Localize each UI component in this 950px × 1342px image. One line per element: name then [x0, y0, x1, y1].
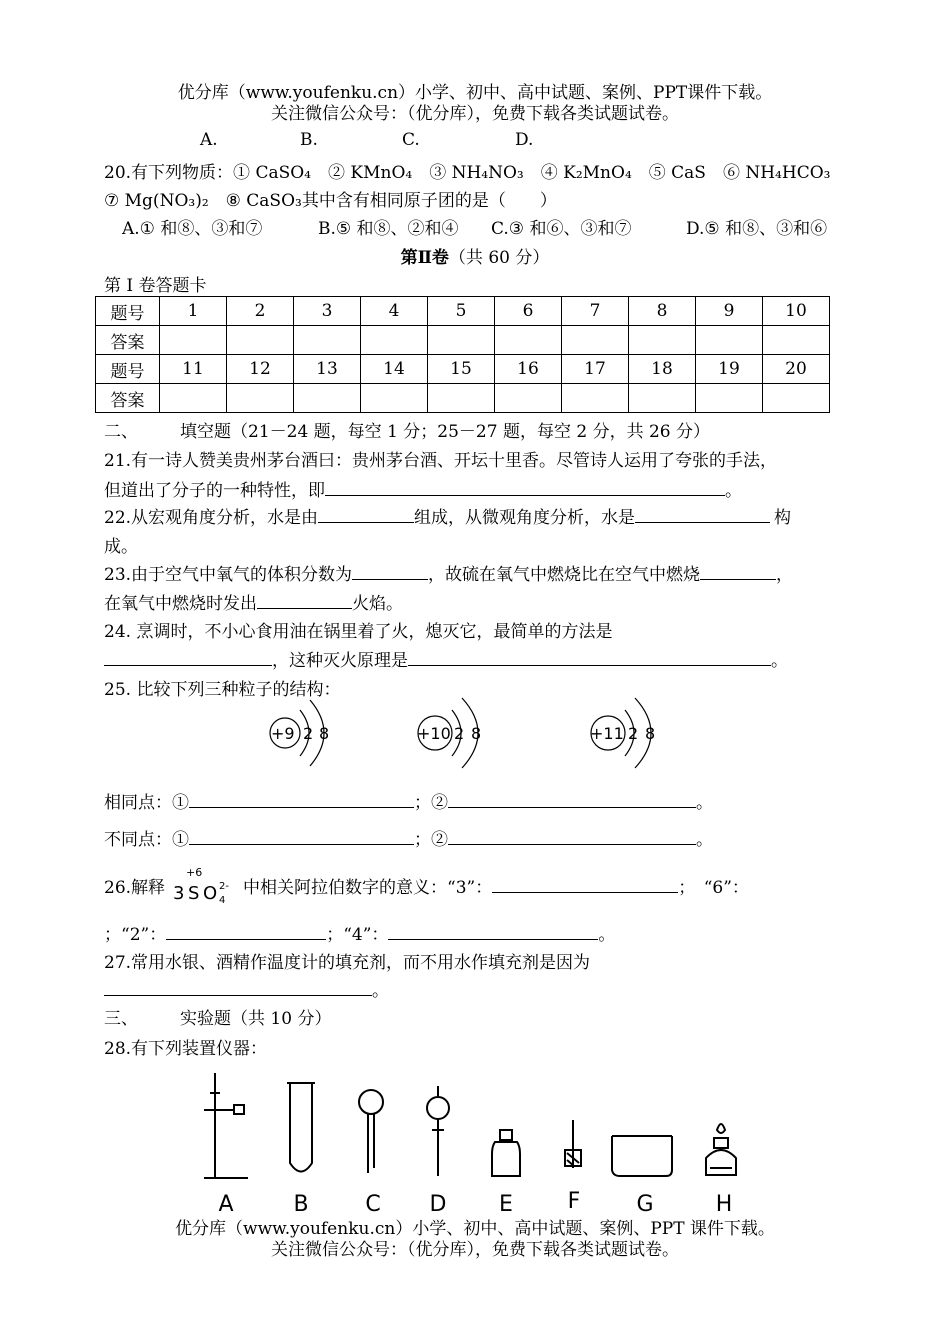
question-number: 4 — [361, 297, 428, 326]
lab-apparatus-figure — [190, 1068, 770, 1218]
apparatus-label-d: D — [429, 1192, 447, 1217]
apparatus-label-h: H — [715, 1192, 733, 1217]
q26-two-label: ；“2”： — [104, 925, 167, 945]
answer-cell[interactable] — [495, 326, 562, 355]
q22-line-1 — [104, 503, 791, 528]
q21-line-2-text: 但道出了分子的一种特性，即 — [104, 481, 325, 501]
answer-cell[interactable] — [294, 326, 361, 355]
section2-number: 二、 — [104, 422, 138, 442]
formula-sulfur: S — [188, 883, 200, 904]
q26-blank-4[interactable] — [388, 921, 598, 940]
row-label: 答案 — [96, 326, 160, 355]
q25-same-label: 相同点：① — [104, 793, 189, 813]
atom-2-shell-2: 8 — [471, 724, 482, 743]
question-number: 18 — [629, 355, 696, 384]
answer-cell[interactable] — [361, 384, 428, 413]
q23-line-1 — [104, 560, 793, 585]
atom-1-shell-1: 2 — [303, 724, 314, 743]
q20-option-c: C.③ 和⑥、③和⑦ — [491, 219, 632, 239]
q22-text-b: 组成，从微观角度分析，水是 — [414, 508, 636, 528]
q27-end: 。 — [372, 981, 389, 1001]
q25-diff-end: 。 — [696, 830, 713, 850]
water-trough-icon — [612, 1136, 672, 1176]
q28-title: 28.有下列装置仪器： — [104, 1039, 268, 1059]
q23-line-2 — [104, 589, 403, 614]
apparatus-label-c: C — [365, 1192, 381, 1217]
table-row — [96, 384, 830, 413]
question-number: 6 — [495, 297, 562, 326]
part2-title-text: 第Ⅱ卷 — [400, 248, 449, 268]
answer-cell[interactable] — [160, 326, 227, 355]
answer-card-table — [95, 296, 830, 413]
atom-3-shell-2: 8 — [645, 724, 656, 743]
q21-blank[interactable] — [325, 477, 725, 496]
answer-cell[interactable] — [361, 326, 428, 355]
q21-end: 。 — [725, 481, 742, 501]
q26-blank-3[interactable] — [492, 874, 678, 893]
test-tube-icon — [287, 1083, 315, 1172]
q23-text-e: 火焰。 — [352, 594, 403, 614]
atom-3-shell-1: 2 — [628, 724, 639, 743]
row-label: 答案 — [96, 384, 160, 413]
question-number: 2 — [227, 297, 294, 326]
atom-2-nucleus: +10 — [417, 724, 451, 743]
section3-title: 实验题（共 10 分） — [180, 1009, 332, 1029]
atom-2-shell-1: 2 — [454, 724, 465, 743]
q26-prefix: 26.解释 — [104, 878, 166, 898]
question-number: 9 — [696, 297, 763, 326]
part2-score: （共 60 分） — [448, 248, 550, 268]
answer-cell[interactable] — [562, 326, 629, 355]
table-row — [96, 355, 830, 384]
q20-option-d: D.⑤ 和⑧、③和⑥ — [686, 219, 828, 239]
answer-cell[interactable] — [696, 326, 763, 355]
q25-diff-label: 不同点：① — [104, 830, 189, 850]
iron-stand-icon — [204, 1073, 248, 1178]
q22-text-a: 22.从宏观角度分析，水是由 — [104, 508, 319, 528]
q25-same-blank-1[interactable] — [189, 789, 414, 808]
q24-end: 。 — [771, 651, 788, 671]
atom-diagram-3 — [590, 698, 655, 768]
q25-title: 25. 比较下列三种粒子的结构： — [104, 680, 341, 700]
answer-cell[interactable] — [160, 384, 227, 413]
q25-same-blank-2[interactable] — [448, 789, 696, 808]
q27-blank[interactable] — [104, 977, 372, 996]
section2-title: 填空题（21－24 题，每空 1 分；25－27 题，每空 2 分，共 26 分） — [180, 422, 711, 442]
q25-diff-sep: ；② — [414, 830, 448, 850]
footer-line-2: 关注微信公众号：（优分库），免费下载各类试题试卷。 — [271, 1240, 679, 1260]
q19-option-d: D. — [515, 130, 534, 150]
answer-cell[interactable] — [294, 384, 361, 413]
formula-valence: +6 — [186, 866, 203, 879]
answer-cell[interactable] — [227, 326, 294, 355]
question-number: 10 — [763, 297, 830, 326]
header-line-2: 关注微信公众号：（优分库），免费下载各类试题试卷。 — [271, 104, 679, 124]
question-number: 12 — [227, 355, 294, 384]
answer-cell[interactable] — [763, 384, 830, 413]
sulfate-ion-formula — [170, 862, 244, 906]
q23-blank-1[interactable] — [352, 561, 428, 580]
q20-option-a: A.① 和⑧、③和⑦ — [122, 219, 263, 239]
q23-text-b: ，故硫在氧气中燃烧比在空气中燃烧 — [428, 565, 701, 585]
answer-cell[interactable] — [428, 384, 495, 413]
answer-cell[interactable] — [629, 384, 696, 413]
answer-card-title: 第 I 卷答题卡 — [104, 276, 207, 296]
q24-blank-2[interactable] — [408, 647, 771, 666]
table-row — [96, 326, 830, 355]
question-number: 20 — [763, 355, 830, 384]
q23-text-c: ， — [776, 565, 794, 585]
q24-blank-1[interactable] — [104, 647, 272, 666]
q25-same-sep: ；② — [414, 793, 448, 813]
q27-line-2 — [104, 976, 389, 1001]
atom-diagram-2 — [417, 698, 481, 768]
alcohol-lamp-icon — [706, 1124, 736, 1175]
q26-line-2 — [104, 920, 615, 945]
apparatus-label-a: A — [218, 1192, 234, 1217]
dropper-funnel-icon — [359, 1090, 383, 1173]
footer-line-1: 优分库（www.youfenku.cn）小学、初中、高中试题、案例、PPT 课件下载。 — [175, 1219, 775, 1239]
atom-3-nucleus: +11 — [590, 724, 624, 743]
question-number: 19 — [696, 355, 763, 384]
q25-same-line — [104, 788, 713, 813]
q26-six-label: ； “6”： — [678, 878, 749, 898]
formula-charge: 2- — [219, 881, 229, 892]
q19-option-a: A. — [200, 130, 218, 150]
header-line-1: 优分库（www.youfenku.cn）小学、初中、高中试题、案例、PPT课件下载。 — [177, 83, 773, 103]
answer-cell[interactable] — [227, 384, 294, 413]
row-label: 题号 — [96, 297, 160, 326]
atom-structure-diagrams — [240, 688, 710, 778]
question-number: 5 — [428, 297, 495, 326]
q25-diff-blank-1[interactable] — [189, 826, 414, 845]
q25-same-end: 。 — [696, 793, 713, 813]
question-number: 17 — [562, 355, 629, 384]
q23-text-d: 在氧气中燃烧时发出 — [104, 594, 257, 614]
formula-subscript: 4 — [219, 895, 226, 906]
q23-text-a: 23.由于空气中氧气的体积分数为 — [104, 565, 353, 585]
apparatus-label-g: G — [636, 1192, 654, 1217]
atom-1-shell-2: 8 — [319, 724, 330, 743]
atom-1-nucleus: +9 — [271, 724, 295, 743]
q19-option-c: C. — [402, 130, 420, 150]
q25-diff-blank-2[interactable] — [448, 826, 696, 845]
answer-cell[interactable] — [428, 326, 495, 355]
formula-oxygen: O — [203, 883, 218, 904]
q22-text-c: 构 — [774, 508, 792, 528]
reagent-bottle-icon — [492, 1130, 520, 1176]
q21-line-1: 21.有一诗人赞美贵州茅台酒曰：贵州茅台酒、开坛十里香。尽管诗人运用了夸张的手法， — [104, 451, 778, 471]
apparatus-label-e: E — [499, 1192, 513, 1217]
stopper-tube-icon — [565, 1120, 581, 1168]
answer-cell[interactable] — [629, 326, 696, 355]
question-number: 16 — [495, 355, 562, 384]
part2-title — [0, 243, 950, 268]
q26-line-1 — [243, 873, 749, 898]
q24-line-2 — [104, 646, 788, 671]
question-number: 3 — [294, 297, 361, 326]
q27-line-1: 27.常用水银、酒精作温度计的填充剂，而不用水作填充剂是因为 — [104, 953, 591, 973]
q26-middle: 中相关阿拉伯数字的意义：“3”： — [243, 878, 493, 898]
answer-cell[interactable] — [495, 384, 562, 413]
question-number: 13 — [294, 355, 361, 384]
question-number: 11 — [160, 355, 227, 384]
table-row — [96, 297, 830, 326]
q22-blank-1[interactable] — [318, 504, 414, 523]
separatory-funnel-icon — [427, 1086, 449, 1176]
q22-blank-2[interactable] — [635, 504, 770, 523]
q24-line-1: 24. 烹调时，不小心食用油在锅里着了火，熄灭它，最简单的方法是 — [104, 622, 613, 642]
q26-end: 。 — [598, 925, 616, 945]
apparatus-label-b: B — [293, 1192, 309, 1217]
section3-number: 三、 — [104, 1009, 138, 1029]
question-number: 1 — [160, 297, 227, 326]
q20-line-2: ⑦ Mg(NO₃)₂ ⑧ CaSO₃其中含有相同原子团的是（ ） — [104, 191, 557, 211]
q23-blank-2[interactable] — [700, 561, 776, 580]
question-number: 15 — [428, 355, 495, 384]
q20-line-1: 20.有下列物质：① CaSO₄ ② KMnO₄ ③ NH₄NO₃ ④ K₂MnO₄ ⑤ CaS ⑥ NH₄HCO₃ — [104, 163, 831, 183]
q26-four-label: ；“4”： — [326, 925, 389, 945]
q23-blank-3[interactable] — [257, 590, 352, 609]
atom-diagram-1 — [270, 700, 329, 766]
q24-text-a: ，这种灭火原理是 — [272, 651, 408, 671]
answer-cell[interactable] — [696, 384, 763, 413]
apparatus-label-f: F — [567, 1189, 581, 1214]
q21-line-2 — [104, 476, 742, 501]
row-label: 题号 — [96, 355, 160, 384]
answer-cell[interactable] — [562, 384, 629, 413]
question-number: 14 — [361, 355, 428, 384]
q20-option-b: B.⑤ 和⑧、②和④ — [318, 219, 459, 239]
question-number: 8 — [629, 297, 696, 326]
q26-blank-2[interactable] — [166, 921, 326, 940]
formula-coefficient: 3 — [173, 883, 185, 904]
q19-option-b: B. — [300, 130, 318, 150]
question-number: 7 — [562, 297, 629, 326]
q22-line-2: 成。 — [104, 537, 138, 557]
answer-cell[interactable] — [763, 326, 830, 355]
q25-diff-line — [104, 825, 713, 850]
